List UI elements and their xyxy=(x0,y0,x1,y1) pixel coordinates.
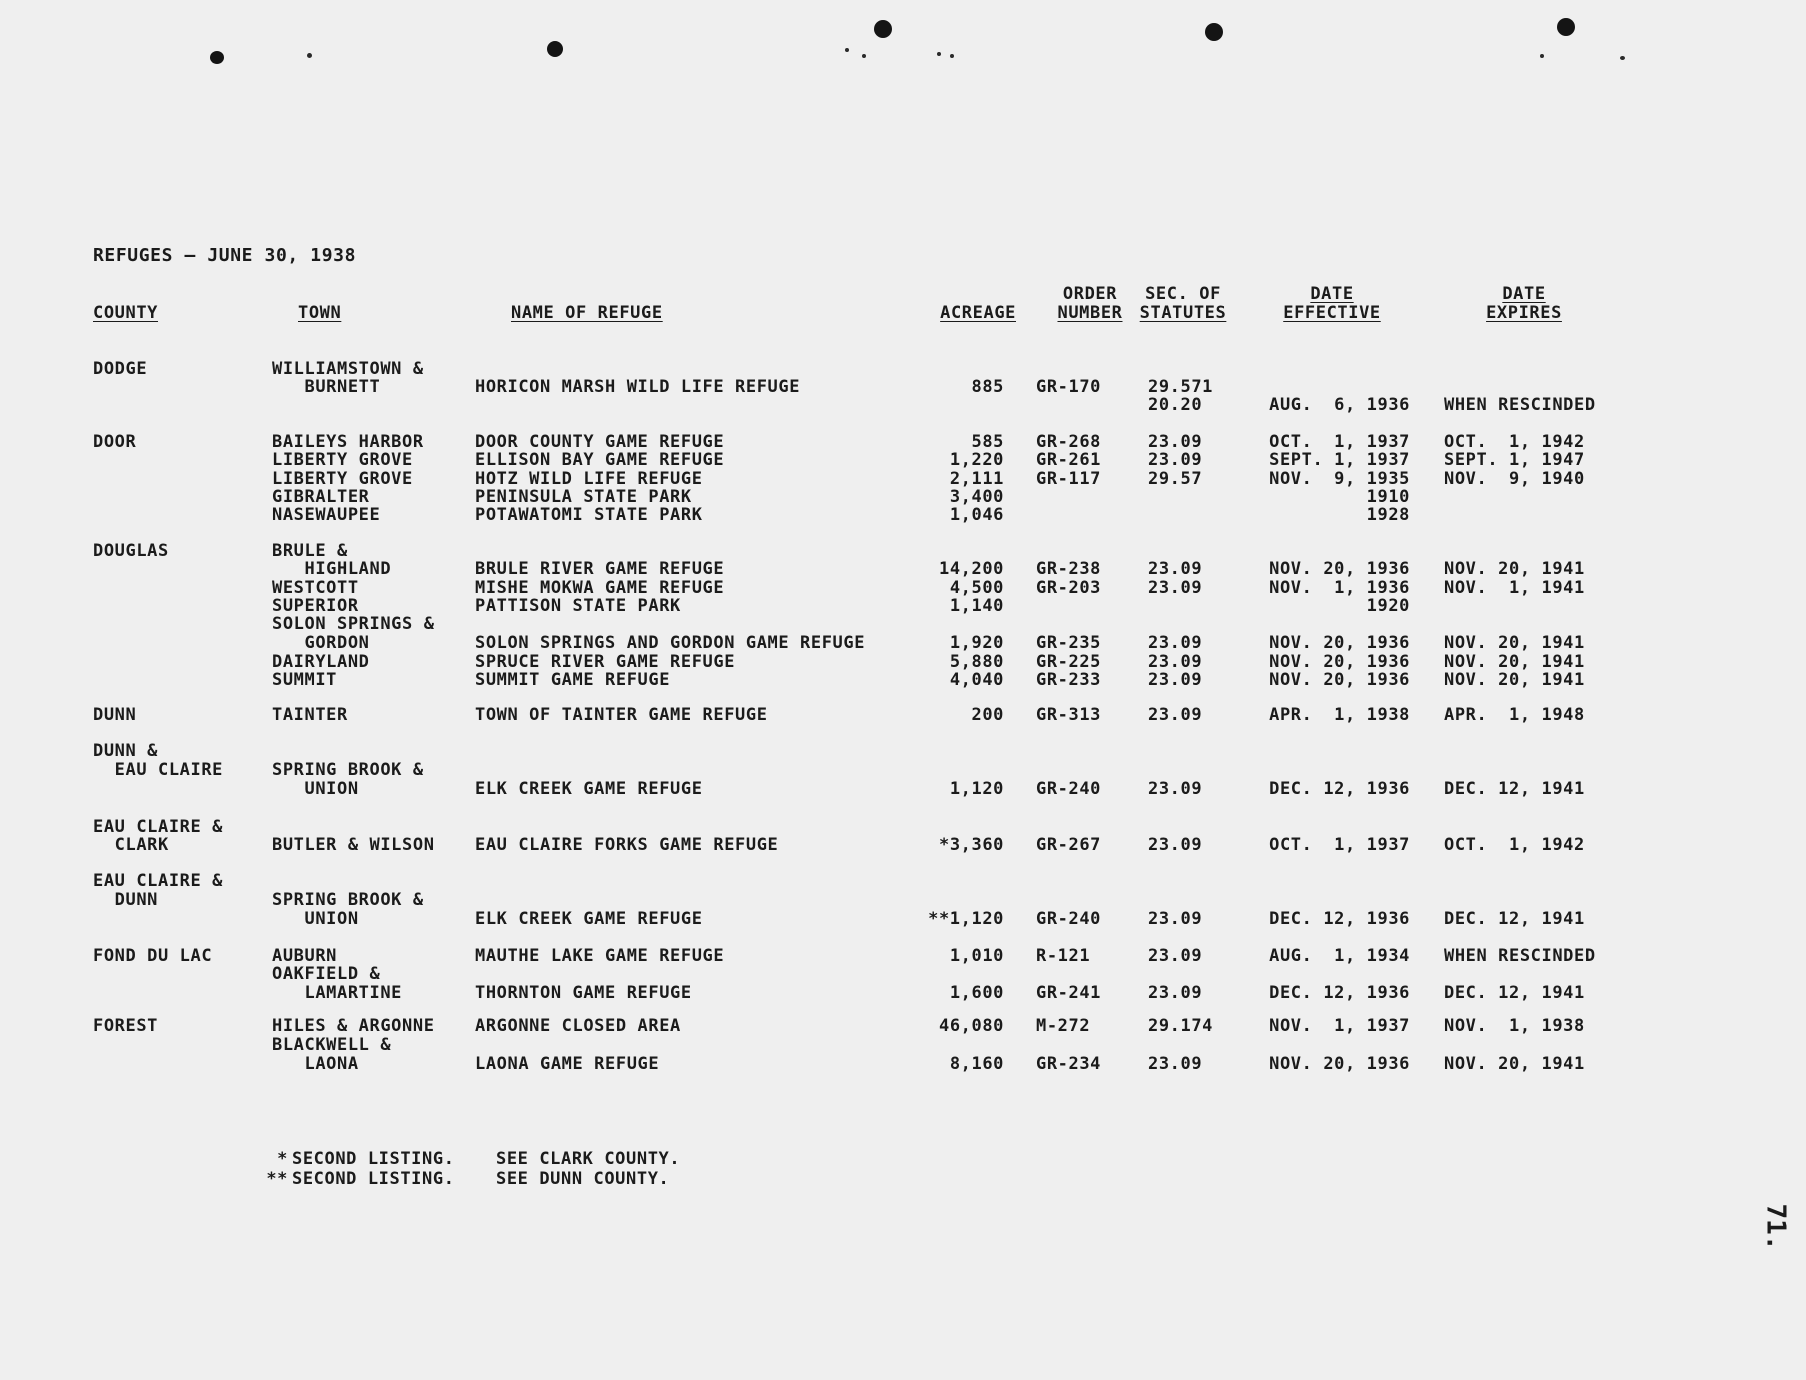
header-expires-line2: EXPIRES xyxy=(1486,303,1562,323)
punch-hole xyxy=(210,51,224,64)
cell-effective: OCT. 1, 1937 xyxy=(1269,835,1410,855)
cell-town: BUTLER & WILSON xyxy=(272,835,435,855)
cell-town: TAINTER xyxy=(272,705,348,725)
cell-name: POTAWATOMI STATE PARK xyxy=(475,505,703,525)
cell-effective: DEC. 12, 1936 xyxy=(1269,983,1410,1003)
cell-town: SPRING BROOK & xyxy=(272,760,424,780)
cell-name: TOWN OF TAINTER GAME REFUGE xyxy=(475,705,768,725)
cell-expires: SEPT. 1, 1947 xyxy=(1444,450,1585,470)
cell-expires: WHEN RESCINDED xyxy=(1444,946,1596,966)
cell-town: WESTCOTT xyxy=(272,578,359,598)
cell-name: SOLON SPRINGS AND GORDON GAME REFUGE xyxy=(475,633,866,653)
cell-county: EAU CLAIRE & xyxy=(93,817,224,837)
footnote-mark: * xyxy=(277,1149,288,1169)
cell-county: DUNN xyxy=(93,705,137,725)
cell-county: EAU CLAIRE & xyxy=(93,871,224,891)
speck xyxy=(950,54,954,58)
cell-order: GR-240 xyxy=(1036,909,1102,929)
punch-hole xyxy=(547,41,563,57)
cell-sec: 29.57 xyxy=(1148,469,1203,489)
header-order-line2: NUMBER xyxy=(1057,303,1123,323)
cell-sec: 23.09 xyxy=(1148,909,1203,929)
header-county: COUNTY xyxy=(93,303,159,323)
cell-effective: NOV. 20, 1936 xyxy=(1269,1054,1410,1074)
cell-order: GR-203 xyxy=(1036,578,1102,598)
cell-acreage: 3,400 xyxy=(949,487,1004,507)
cell-town: UNION xyxy=(272,779,359,799)
cell-order: GR-267 xyxy=(1036,835,1102,855)
cell-acreage: 5,880 xyxy=(949,652,1004,672)
cell-acreage: 1,220 xyxy=(949,450,1004,470)
cell-name: DOOR COUNTY GAME REFUGE xyxy=(475,432,725,452)
footnote-mark: ** xyxy=(266,1169,288,1189)
cell-effective: SEPT. 1, 1937 xyxy=(1269,450,1410,470)
cell-acreage: **1,120 xyxy=(928,909,1004,929)
cell-sec: 23.09 xyxy=(1148,450,1203,470)
cell-acreage: 2,111 xyxy=(949,469,1004,489)
cell-order: GR-235 xyxy=(1036,633,1102,653)
header-acreage: ACREAGE xyxy=(940,303,1016,323)
cell-sec: 23.09 xyxy=(1148,983,1203,1003)
cell-name: MISHE MOKWA GAME REFUGE xyxy=(475,578,725,598)
cell-order: GR-240 xyxy=(1036,779,1102,799)
speck xyxy=(307,53,312,58)
cell-order: GR-313 xyxy=(1036,705,1102,725)
speck xyxy=(862,54,866,58)
cell-town: LAONA xyxy=(272,1054,359,1074)
cell-sec: 23.09 xyxy=(1148,633,1203,653)
cell-expires: NOV. 9, 1940 xyxy=(1444,469,1585,489)
cell-expires: APR. 1, 1948 xyxy=(1444,705,1585,725)
cell-expires: NOV. 20, 1941 xyxy=(1444,652,1585,672)
cell-effective: NOV. 20, 1936 xyxy=(1269,670,1410,690)
cell-name: SPRUCE RIVER GAME REFUGE xyxy=(475,652,736,672)
cell-name: ELK CREEK GAME REFUGE xyxy=(475,779,703,799)
cell-town: GORDON xyxy=(272,633,370,653)
cell-town: NASEWAUPEE xyxy=(272,505,381,525)
cell-order: GR-261 xyxy=(1036,450,1102,470)
cell-effective: 1928 xyxy=(1366,505,1410,525)
cell-acreage: 1,140 xyxy=(949,596,1004,616)
cell-name: PATTISON STATE PARK xyxy=(475,596,681,616)
header-expires-line1: DATE xyxy=(1502,284,1546,304)
cell-effective: AUG. 1, 1934 xyxy=(1269,946,1410,966)
cell-town: BAILEYS HARBOR xyxy=(272,432,424,452)
cell-county: EAU CLAIRE xyxy=(93,760,224,780)
cell-sec: 29.571 xyxy=(1148,377,1214,397)
cell-effective: NOV. 20, 1936 xyxy=(1269,633,1410,653)
cell-order: GR-241 xyxy=(1036,983,1102,1003)
header-town: TOWN xyxy=(298,303,342,323)
cell-effective: OCT. 1, 1937 xyxy=(1269,432,1410,452)
punch-hole xyxy=(1205,23,1223,41)
cell-town: HIGHLAND xyxy=(272,559,392,579)
cell-effective: 1920 xyxy=(1366,596,1410,616)
cell-town: WILLIAMSTOWN & xyxy=(272,359,424,379)
cell-sec: 23.09 xyxy=(1148,670,1203,690)
cell-town: HILES & ARGONNE xyxy=(272,1016,435,1036)
cell-county: DOUGLAS xyxy=(93,541,169,561)
cell-effective: NOV. 20, 1936 xyxy=(1269,559,1410,579)
cell-sec: 23.09 xyxy=(1148,578,1203,598)
speck xyxy=(1540,54,1544,58)
cell-sec: 23.09 xyxy=(1148,946,1203,966)
cell-town: BRULE & xyxy=(272,541,348,561)
cell-acreage: 4,500 xyxy=(949,578,1004,598)
cell-order: GR-117 xyxy=(1036,469,1102,489)
cell-town: LAMARTINE xyxy=(272,983,403,1003)
cell-name: THORNTON GAME REFUGE xyxy=(475,983,692,1003)
cell-name: ELLISON BAY GAME REFUGE xyxy=(475,450,725,470)
cell-effective: AUG. 6, 1936 xyxy=(1269,395,1410,415)
cell-name: EAU CLAIRE FORKS GAME REFUGE xyxy=(475,835,779,855)
cell-county: FOND DU LAC xyxy=(93,946,213,966)
cell-sec: 23.09 xyxy=(1148,559,1203,579)
cell-effective: NOV. 1, 1936 xyxy=(1269,578,1410,598)
speck xyxy=(1620,56,1625,60)
cell-acreage: 200 xyxy=(971,705,1004,725)
cell-order: R-121 xyxy=(1036,946,1091,966)
header-sec-line2: STATUTES xyxy=(1139,303,1227,323)
cell-town: SPRING BROOK & xyxy=(272,890,424,910)
cell-town: AUBURN xyxy=(272,946,338,966)
cell-sec: 29.174 xyxy=(1148,1016,1214,1036)
cell-sec: 23.09 xyxy=(1148,835,1203,855)
header-effective-line1: DATE xyxy=(1310,284,1354,304)
cell-county: DUNN xyxy=(93,890,159,910)
cell-town: LIBERTY GROVE xyxy=(272,469,413,489)
cell-town: BURNETT xyxy=(272,377,381,397)
cell-town: LIBERTY GROVE xyxy=(272,450,413,470)
cell-expires: NOV. 20, 1941 xyxy=(1444,633,1585,653)
cell-acreage: 1,010 xyxy=(949,946,1004,966)
cell-expires: DEC. 12, 1941 xyxy=(1444,909,1585,929)
header-effective-line2: EFFECTIVE xyxy=(1283,303,1381,323)
cell-expires: DEC. 12, 1941 xyxy=(1444,983,1585,1003)
cell-name: LAONA GAME REFUGE xyxy=(475,1054,660,1074)
cell-county: FOREST xyxy=(93,1016,159,1036)
punch-hole xyxy=(1557,18,1575,36)
cell-acreage: *3,360 xyxy=(938,835,1004,855)
cell-sec: 23.09 xyxy=(1148,705,1203,725)
cell-effective: NOV. 20, 1936 xyxy=(1269,652,1410,672)
cell-expires: OCT. 1, 1942 xyxy=(1444,432,1585,452)
cell-name: MAUTHE LAKE GAME REFUGE xyxy=(475,946,725,966)
cell-county: DODGE xyxy=(93,359,148,379)
cell-name: ELK CREEK GAME REFUGE xyxy=(475,909,703,929)
cell-acreage: 1,120 xyxy=(949,779,1004,799)
cell-acreage: 1,046 xyxy=(949,505,1004,525)
punch-hole xyxy=(874,20,892,38)
cell-town: BLACKWELL & xyxy=(272,1035,392,1055)
cell-sec: 23.09 xyxy=(1148,652,1203,672)
cell-expires: WHEN RESCINDED xyxy=(1444,395,1596,415)
cell-acreage: 46,080 xyxy=(938,1016,1004,1036)
speck xyxy=(845,48,849,52)
cell-town: GIBRALTER xyxy=(272,487,370,507)
cell-county: CLARK xyxy=(93,835,169,855)
cell-sec: 20.20 xyxy=(1148,395,1203,415)
cell-effective: NOV. 1, 1937 xyxy=(1269,1016,1410,1036)
cell-expires: NOV. 20, 1941 xyxy=(1444,559,1585,579)
cell-expires: NOV. 1, 1941 xyxy=(1444,578,1585,598)
cell-order: GR-233 xyxy=(1036,670,1102,690)
footnote-see: SEE CLARK COUNTY. xyxy=(496,1149,681,1169)
cell-order: GR-170 xyxy=(1036,377,1102,397)
cell-expires: OCT. 1, 1942 xyxy=(1444,835,1585,855)
header-sec-line1: SEC. OF xyxy=(1145,284,1221,304)
cell-town: OAKFIELD & xyxy=(272,964,381,984)
cell-acreage: 1,600 xyxy=(949,983,1004,1003)
cell-town: SUMMIT xyxy=(272,670,338,690)
cell-expires: NOV. 20, 1941 xyxy=(1444,670,1585,690)
cell-effective: DEC. 12, 1936 xyxy=(1269,909,1410,929)
cell-sec: 23.09 xyxy=(1148,432,1203,452)
document-title: REFUGES — JUNE 30, 1938 xyxy=(93,245,357,266)
cell-town: SOLON SPRINGS & xyxy=(272,614,435,634)
cell-acreage: 1,920 xyxy=(949,633,1004,653)
cell-name: HOTZ WILD LIFE REFUGE xyxy=(475,469,703,489)
cell-name: PENINSULA STATE PARK xyxy=(475,487,692,507)
cell-expires: NOV. 1, 1938 xyxy=(1444,1016,1585,1036)
cell-order: M-272 xyxy=(1036,1016,1091,1036)
cell-acreage: 14,200 xyxy=(938,559,1004,579)
page-number: 71. xyxy=(1760,1203,1791,1251)
cell-acreage: 4,040 xyxy=(949,670,1004,690)
cell-acreage: 585 xyxy=(971,432,1004,452)
cell-effective: NOV. 9, 1935 xyxy=(1269,469,1410,489)
footnote-text: SECOND LISTING. xyxy=(292,1169,455,1189)
cell-order: GR-268 xyxy=(1036,432,1102,452)
cell-expires: DEC. 12, 1941 xyxy=(1444,779,1585,799)
cell-sec: 23.09 xyxy=(1148,1054,1203,1074)
cell-order: GR-234 xyxy=(1036,1054,1102,1074)
cell-name: HORICON MARSH WILD LIFE REFUGE xyxy=(475,377,801,397)
footnote-text: SECOND LISTING. xyxy=(292,1149,455,1169)
cell-effective: APR. 1, 1938 xyxy=(1269,705,1410,725)
cell-county: DUNN & xyxy=(93,741,159,761)
footnote-see: SEE DUNN COUNTY. xyxy=(496,1169,670,1189)
cell-town: UNION xyxy=(272,909,359,929)
cell-county: DOOR xyxy=(93,432,137,452)
cell-effective: DEC. 12, 1936 xyxy=(1269,779,1410,799)
cell-acreage: 885 xyxy=(971,377,1004,397)
cell-sec: 23.09 xyxy=(1148,779,1203,799)
cell-order: GR-238 xyxy=(1036,559,1102,579)
cell-expires: NOV. 20, 1941 xyxy=(1444,1054,1585,1074)
header-name-of-refuge: NAME OF REFUGE xyxy=(511,303,663,323)
cell-name: SUMMIT GAME REFUGE xyxy=(475,670,671,690)
cell-effective: 1910 xyxy=(1366,487,1410,507)
header-order-line1: ORDER xyxy=(1062,284,1118,304)
cell-name: BRULE RIVER GAME REFUGE xyxy=(475,559,725,579)
speck xyxy=(937,52,941,56)
cell-town: SUPERIOR xyxy=(272,596,359,616)
cell-town: DAIRYLAND xyxy=(272,652,370,672)
cell-order: GR-225 xyxy=(1036,652,1102,672)
cell-name: ARGONNE CLOSED AREA xyxy=(475,1016,681,1036)
cell-acreage: 8,160 xyxy=(949,1054,1004,1074)
